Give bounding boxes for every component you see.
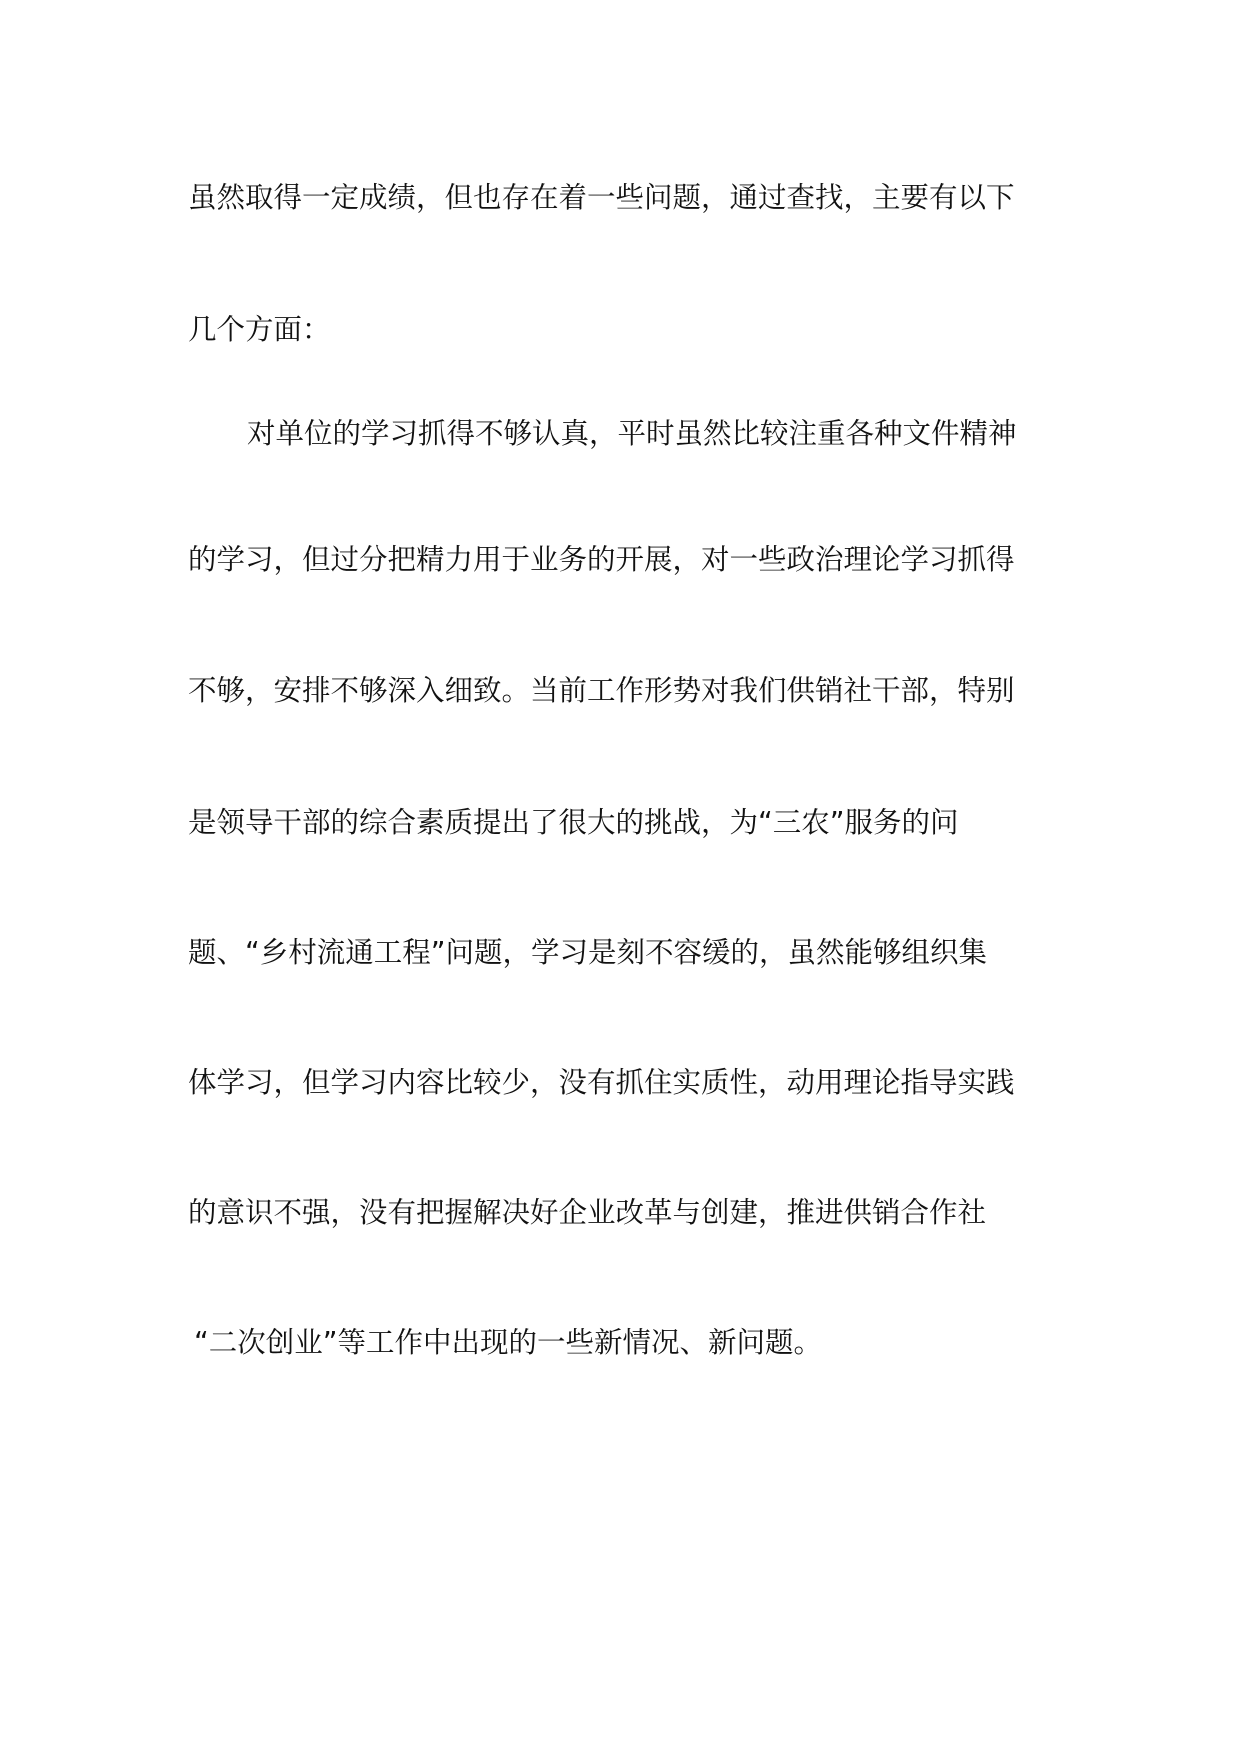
text-line: 对单位的学习抓得不够认真，平时虽然比较注重各种文件精神 xyxy=(247,417,1017,450)
text-line: 几个方面： xyxy=(188,313,331,346)
text-line: 体学习，但学习内容比较少，没有抓住实质性，动用理论指导实践 xyxy=(188,1066,1015,1099)
text-line: 是领导干部的综合素质提出了很大的挑战，为“三农”服务的问 xyxy=(188,806,959,839)
text-line: “二次创业”等工作中出现的一些新情况、新问题。 xyxy=(194,1326,823,1359)
text-line: 题、“乡村流通工程”问题，学习是刻不容缓的，虽然能够组织集 xyxy=(188,936,988,969)
text-line: 的学习，但过分把精力用于业务的开展，对一些政治理论学习抓得 xyxy=(188,543,1015,576)
text-line: 的意识不强，没有把握解决好企业改革与创建，推进供销合作社 xyxy=(188,1196,987,1229)
text-line: 虽然取得一定成绩，但也存在着一些问题，通过查找，主要有以下 xyxy=(188,181,1015,214)
text-line: 不够，安排不够深入细致。当前工作形势对我们供销社干部，特别 xyxy=(188,674,1015,707)
